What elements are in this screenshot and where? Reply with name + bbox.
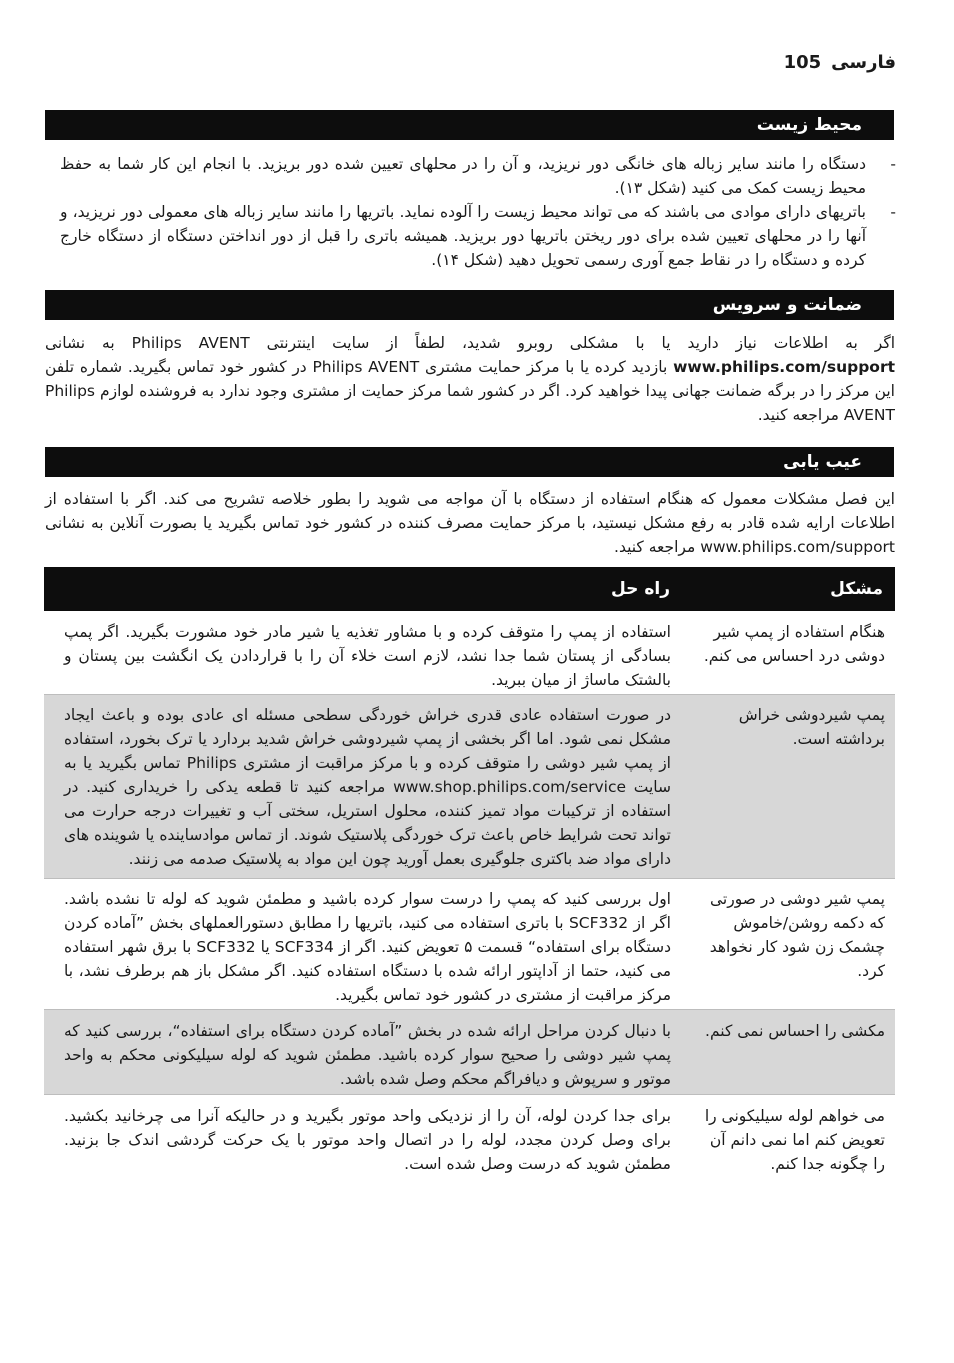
bullet-text: دستگاه را مانند سایر زباله های خانگی دور نریزید، و آن را در محلهای تعیین شده دور بریزید. با انجام این کار شما به حفظ محیط زیست کمک می کنید (شکل ۱۳). <box>60 155 866 197</box>
row-solution: در صورت استفاده عادی قدری خراش خوردگی سطحی مسئله ای عادی بوده و باعث ایجاد مشکل نمی شود. اما اگر بخشی از پمپ شیردوشی خراش شدید بردارد یا ترک بخورد، استفاده از پمپ شیر دوشی را متوقف کرده و با مرکز مراقبت از مشتری Philips تماس بگیرید یا به سایت www.shop.philips.com/service مراجعه کنید تا قطعه یدکی را خریداری کنید. در استفاده از ترکیبات مواد تمیز کننده، محلول استریل، سختی آب و تغییرات درجه حرارت می تواند تحت شرایط خاص باعث ترک خوردگی پلاستیک شوند. از تماس موادساینده یا شوینده های دارای مواد ضد باکتری جلوگیری بعمل آورید چون این مواد به پلاستیک صدمه می زنند. <box>64 706 671 868</box>
table-header <box>44 567 895 611</box>
guarantee-section-title: ضمانت و سرویس <box>45 290 894 320</box>
dash-bullet: - <box>890 155 896 173</box>
row-problem: مکشی را احساس نمی کنم. <box>705 1022 885 1040</box>
troubleshooting-table <box>44 567 895 1185</box>
environment-bullets <box>60 152 896 272</box>
row-problem: هنگام استفاده از پمپ شیر دوشی درد احساس می کنم. <box>703 623 885 665</box>
list-item <box>60 152 896 200</box>
header-problem: مشکل <box>830 579 883 599</box>
troubleshooting-section-title: عیب یابی <box>45 447 894 477</box>
list-item <box>60 200 896 272</box>
row-problem: پمپ شیر دوشی در صورتی که دکمه روشن/خاموش چشمک زن شود کار نخواهد کرد. <box>709 890 885 980</box>
table-row <box>44 1010 895 1095</box>
row-solution: با دنبال کردن مراحل ارائه شده در بخش ”آماده کردن دستگاه برای استفاده“، بررسی کنید که پمپ شیر دوشی را صحیح سوار کرده باشید. مطمئن شوید که لوله سیلیکونی محکم به واحد موتور و سرپوش و دیافراگم محکم وصل شده باشد. <box>64 1022 671 1088</box>
row-solution: برای جدا کردن لوله، آن را از نزدیکی واحد موتور بگیرید و در حالیکه آنرا می چرخانید بکشید. برای وصل کردن مجدد، لوله را در اتصال واحد موتور با یک حرکت گردشی اندک جا بزنید. مطمئن شوید که درست وصل شده است. <box>64 1107 671 1173</box>
table-row <box>44 1095 895 1185</box>
language-label: فارسی <box>831 52 896 73</box>
row-problem: می خواهم لوله سیلیکونی را تعویض کنم اما نمی دانم آن را چگونه جدا کنم. <box>704 1107 885 1173</box>
table-row <box>44 695 895 879</box>
header-solution: راه حل <box>611 579 670 599</box>
page-header <box>784 52 896 73</box>
row-solution: اول بررسی کنید که پمپ را درست سوار کرده باشید و مطمئن شوید که لوله تا نشده باشد. اگر از SCF332 با باتری استفاده می کنید، باتریها را مطابق دستورالعملهای بخش ”آماده کردن دستگاه برای استفاده“ قسمت ۵ تعویض کنید. اگر از SCF334 یا SCF332 با برق شهر استفاده می کنید، حتما از آداپتور ارائه شده با دستگاه استفاده کنید. اگر مشکل باز هم برطرف نشد، با مرکز مراقبت از مشتری در کشور خود تماس بگیرید. <box>64 890 671 1004</box>
table-row <box>44 611 895 695</box>
guarantee-text-2: بازدید کرده یا با مرکز حمایت مشتری Philips AVENT در کشور خود تماس بگیرید. شماره تلفن این مرکز را در برگه ضمانت جهانی پیدا خواهید کرد. اگر در کشور شما مرکز حمایت از مشتری وجود ندارد به فروشنده لوازم Philips AVENT مراجعه کنید. <box>45 358 895 424</box>
guarantee-paragraph <box>45 331 895 427</box>
bullet-text: باتریهای دارای موادی می باشند که می تواند محیط زیست را آلوده نماید. باتریها را مانند سایر زباله های معمولی دور نریزید، و آنها را در محلهای تعیین شده برای دور ریختن باتریها دور بریزید. همیشه باتری را قبل از دور انداختن دستگاه از دستگاه خارج کرده و دستگاه را در نقاط جمع آوری رسمی تحویل دهید (شکل ۱۴). <box>60 203 866 269</box>
support-url: www.philips.com/support <box>673 358 895 376</box>
guarantee-text-1: اگر به اطلاعات نیاز دارید یا با مشکلی روبرو شدید، لطفاً از سایت اینترنتی Philips AVENT به نشانی <box>45 334 896 352</box>
dash-bullet: - <box>890 203 896 221</box>
row-problem: پمپ شیردوشی خراش برداشته است. <box>738 706 885 748</box>
row-solution: استفاده از پمپ را متوقف کرده و با مشاور تغذیه یا شیر مادر خود مشورت بگیرید. اگر پمپ بسادگی از پستان شما جدا نشد، لازم است خلاء آن را با قراردادن یک انگشت بین پستان و بالشتک ماساژ از میان ببرید. <box>64 623 671 689</box>
environment-section-title: محیط زیست <box>45 110 894 140</box>
page-number: 105 <box>783 52 822 73</box>
troubleshooting-intro: این فصل مشکلات معمول که هنگام استفاده از دستگاه با آن مواجه می شوید را بطور خلاصه تشریح می کند. اگر با استفاده از اطلاعات ارایه شده قادر به رفع مشکل نیستید، با مرکز حمایت مصرف کننده در کشور خود تماس بگیرید یا بصورت آنلاین به نشانی www.philips.com/support مراجعه کنید. <box>45 490 895 556</box>
table-row <box>44 879 895 1010</box>
